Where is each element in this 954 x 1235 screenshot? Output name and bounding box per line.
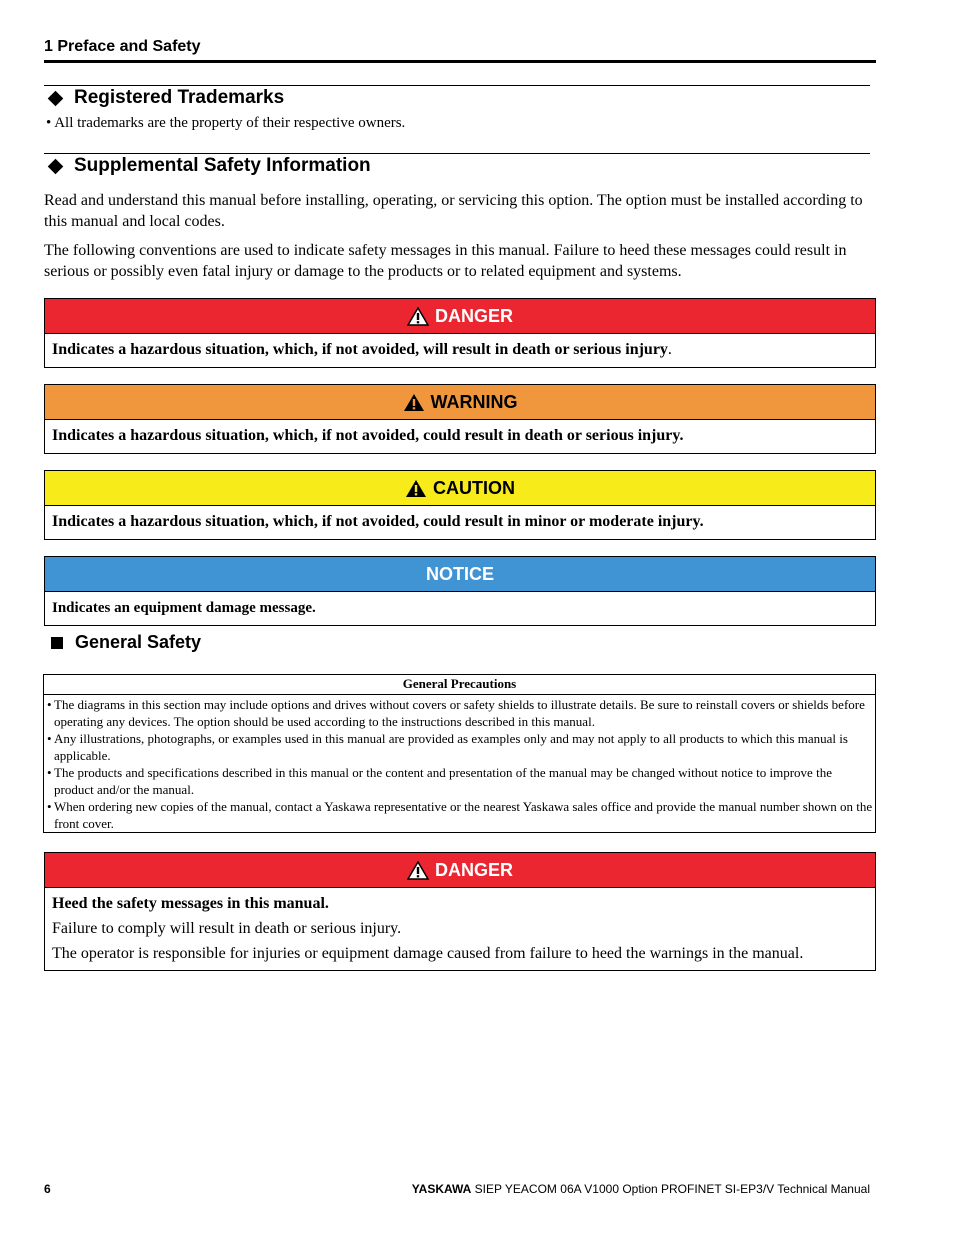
trademarks-heading xyxy=(48,87,284,109)
danger-line-2: Failure to comply will result in death or serious injury. xyxy=(52,920,402,937)
notice-header xyxy=(45,557,875,592)
trademarks-heading-label: Registered Trademarks xyxy=(74,87,285,108)
bullet: • xyxy=(47,731,52,746)
bullet: • xyxy=(47,799,52,814)
notice-label: NOTICE xyxy=(425,563,494,584)
danger-label: DANGER xyxy=(434,305,513,326)
bullet: • xyxy=(47,765,52,780)
diamond-icon xyxy=(48,90,64,106)
supplemental-paragraph-1: Read and understand this manual before installing, operating, or servicing this option. The option must be installed according to this manual and local codes. xyxy=(44,192,863,230)
bullet: • xyxy=(46,115,52,131)
footer-manual-title: SIEP YEACOM 06A V1000 Option PROFINET SI-EP3/V Technical Manual xyxy=(471,1182,870,1196)
danger-line-1: Heed the safety messages in this manual. xyxy=(52,895,329,912)
danger-box xyxy=(44,298,876,368)
warning-triangle-icon xyxy=(407,861,429,880)
general-danger-box xyxy=(44,852,876,971)
danger-trail: . xyxy=(667,341,672,358)
chapter-rule xyxy=(44,60,876,63)
chapter-heading: 1 Preface and Safety xyxy=(44,38,201,55)
list-item xyxy=(44,764,875,798)
warning-header xyxy=(45,385,875,420)
section-rule xyxy=(44,153,870,154)
page-number: 6 xyxy=(44,1182,51,1196)
warning-label: WARNING xyxy=(430,391,518,412)
list-item xyxy=(44,798,875,832)
bullet: • xyxy=(47,697,52,712)
danger-text: Indicates a hazardous situation, which, if not avoided, will result in death or serious injury xyxy=(52,341,668,358)
trademarks-item xyxy=(46,115,405,132)
precaution-text: The products and specifications described in this manual or the content and presentation of the manual may be changed without notice to improve the product and/or the manual. xyxy=(54,765,832,797)
precaution-text: When ordering new copies of the manual, contact a Yaskawa representative or the nearest Yaskawa sales office and provide the manual number shown on the front cover. xyxy=(54,799,873,831)
precaution-text: The diagrams in this section may include options and drives without covers or safety shields to illustrate details. Be sure to reinstall covers or shields before operating any devices. The option should be used according to the instructions described in this manual. xyxy=(54,697,865,729)
general-safety-heading xyxy=(48,632,201,653)
caution-box xyxy=(44,470,876,540)
warning-triangle-icon xyxy=(407,307,429,326)
warning-text: Indicates a hazardous situation, which, if not avoided, could result in death or serious injury. xyxy=(52,427,684,444)
notice-box xyxy=(44,556,876,626)
danger-body xyxy=(45,334,875,367)
precautions-title: General Precautions xyxy=(44,675,875,695)
list-item xyxy=(44,696,875,730)
danger-line-3: The operator is responsible for injuries or equipment damage caused from failure to heed the warnings in the manual. xyxy=(52,945,804,962)
warning-triangle-icon xyxy=(403,393,425,412)
footer-title xyxy=(412,1182,870,1196)
general-safety-heading-label: General Safety xyxy=(75,632,202,652)
trademarks-item-text: All trademarks are the property of their respective owners. xyxy=(54,115,406,131)
caution-label: CAUTION xyxy=(433,477,515,498)
warning-box xyxy=(44,384,876,454)
warning-triangle-icon xyxy=(405,479,427,498)
precautions-list xyxy=(44,695,875,832)
caution-text: Indicates a hazardous situation, which, if not avoided, could result in minor or moderate injury. xyxy=(52,513,704,530)
danger-header xyxy=(45,299,875,334)
notice-text: Indicates an equipment damage message. xyxy=(52,600,316,616)
general-danger-body xyxy=(45,888,875,970)
section-rule xyxy=(44,85,870,86)
supplemental-paragraph-2: The following conventions are used to indicate safety messages in this manual. Failure to heed these messages could result in serious or possibly even fatal injury or damage to the products or to related equipment and systems. xyxy=(44,242,847,280)
general-precautions-table xyxy=(43,674,876,833)
supplemental-heading-label: Supplemental Safety Information xyxy=(74,155,371,176)
list-item xyxy=(44,730,875,764)
precaution-text: Any illustrations, photographs, or examples used in this manual are provided as examples only and may not apply to all products to which this manual is applicable. xyxy=(54,731,848,763)
square-bullet-icon xyxy=(51,637,63,649)
footer-brand: YASKAWA xyxy=(411,1182,472,1196)
danger-header xyxy=(45,853,875,888)
danger-label: DANGER xyxy=(434,859,513,880)
supplemental-heading xyxy=(48,155,371,177)
caution-header xyxy=(45,471,875,506)
diamond-icon xyxy=(48,158,64,174)
